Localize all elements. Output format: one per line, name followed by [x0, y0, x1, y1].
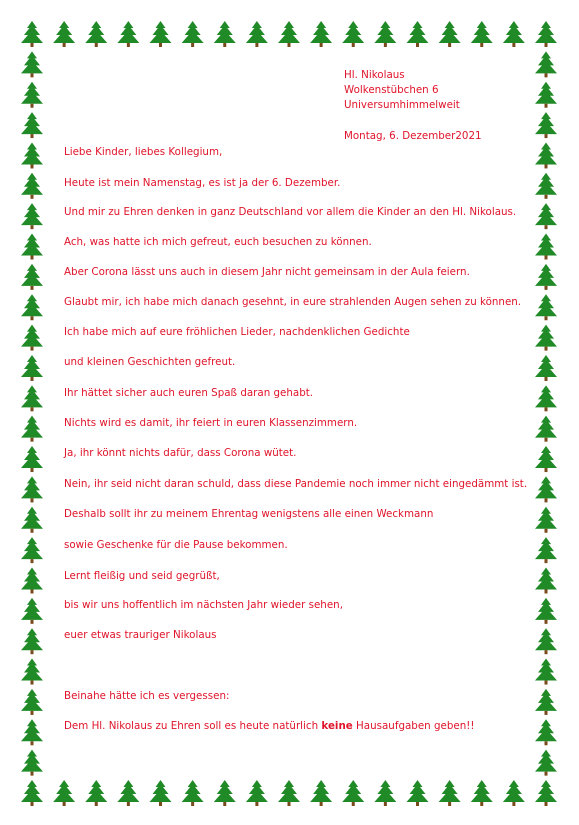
christmas-tree-icon [535, 446, 557, 472]
christmas-tree-icon [439, 21, 461, 47]
christmas-tree-icon [53, 21, 75, 47]
postscript-line: Beinahe hätte ich es vergessen: [64, 690, 230, 702]
christmas-tree-icon [21, 112, 43, 138]
christmas-tree-icon [246, 780, 268, 806]
letter-date: Montag, 6. Dezember2021 [344, 130, 482, 142]
letter-line: Liebe Kinder, liebes Kollegium, [64, 146, 223, 158]
letter-line: Und mir zu Ehren denken in ganz Deutschland vor allem die Kinder an den Hl. Nikolaus. [64, 206, 517, 218]
christmas-tree-icon [21, 294, 43, 320]
christmas-tree-icon [535, 203, 557, 229]
christmas-tree-icon [342, 21, 364, 47]
christmas-tree-icon [182, 780, 204, 806]
christmas-tree-icon [21, 598, 43, 624]
christmas-tree-icon [407, 21, 429, 47]
letter-line: Deshalb sollt ihr zu meinem Ehrentag wenigstens alle einen Weckmann [64, 508, 434, 520]
christmas-tree-icon [21, 476, 43, 502]
christmas-tree-icon [21, 234, 43, 260]
christmas-tree-icon [310, 21, 332, 47]
christmas-tree-icon [503, 21, 525, 47]
christmas-tree-icon [535, 142, 557, 168]
christmas-tree-icon [85, 21, 107, 47]
christmas-tree-icon [117, 780, 139, 806]
christmas-tree-icon [21, 659, 43, 685]
christmas-tree-icon [21, 173, 43, 199]
christmas-tree-icon [535, 355, 557, 381]
christmas-tree-icon [535, 51, 557, 77]
christmas-tree-icon [535, 567, 557, 593]
christmas-tree-icon [374, 780, 396, 806]
christmas-tree-icon [407, 780, 429, 806]
christmas-tree-icon [535, 537, 557, 563]
final-line [64, 720, 475, 733]
final-text-end: Hausaufgaben geben!! [352, 720, 475, 732]
christmas-tree-icon [278, 21, 300, 47]
christmas-tree-icon [21, 507, 43, 533]
christmas-tree-icon [535, 507, 557, 533]
christmas-tree-icon [21, 385, 43, 411]
final-text-start: Dem Hl. Nikolaus zu Ehren soll es heute natürlich [64, 720, 322, 732]
christmas-tree-icon [182, 21, 204, 47]
christmas-tree-icon [342, 780, 364, 806]
christmas-tree-icon [471, 780, 493, 806]
christmas-tree-icon [535, 264, 557, 290]
christmas-tree-icon [535, 719, 557, 745]
letter-line: Ihr hättet sicher auch euren Spaß daran gehabt. [64, 387, 314, 399]
letter-line: Nein, ihr seid nicht daran schuld, dass diese Pandemie noch immer nicht eingedämmt ist. [64, 478, 528, 490]
christmas-tree-icon [150, 780, 172, 806]
sender-name: Hl. Nikolaus [344, 69, 405, 81]
christmas-tree-icon [535, 82, 557, 108]
christmas-tree-icon [21, 628, 43, 654]
christmas-tree-icon [21, 750, 43, 776]
christmas-tree-icon [53, 780, 75, 806]
christmas-tree-icon [310, 780, 332, 806]
christmas-tree-icon [21, 264, 43, 290]
christmas-tree-icon [439, 780, 461, 806]
christmas-tree-icon [535, 294, 557, 320]
letter-line: Lernt fleißig und seid gegrüßt, [64, 570, 220, 582]
letter-line: sowie Geschenke für die Pause bekommen. [64, 539, 288, 551]
christmas-tree-icon [535, 750, 557, 776]
christmas-tree-icon [21, 416, 43, 442]
sender-city: Universumhimmelweit [344, 99, 460, 111]
christmas-tree-icon [21, 82, 43, 108]
letter-line: euer etwas trauriger Nikolaus [64, 629, 217, 641]
christmas-tree-icon [535, 112, 557, 138]
christmas-tree-icon [21, 21, 43, 47]
christmas-tree-icon [21, 142, 43, 168]
christmas-tree-icon [85, 780, 107, 806]
christmas-tree-icon [214, 21, 236, 47]
christmas-tree-icon [21, 719, 43, 745]
letter-line: bis wir uns hoffentlich im nächsten Jahr wieder sehen, [64, 599, 343, 611]
letter-line: Ach, was hatte ich mich gefreut, euch besuchen zu können. [64, 236, 372, 248]
christmas-tree-icon [21, 537, 43, 563]
christmas-tree-icon [21, 51, 43, 77]
letter-line: Ich habe mich auf eure fröhlichen Lieder, nachdenklichen Gedichte [64, 326, 410, 338]
christmas-tree-icon [535, 476, 557, 502]
letter-line: Ja, ihr könnt nichts dafür, dass Corona wütet. [64, 447, 297, 459]
sender-street: Wolkenstübchen 6 [344, 84, 439, 96]
christmas-tree-icon [535, 385, 557, 411]
christmas-tree-icon [117, 21, 139, 47]
christmas-tree-icon [246, 21, 268, 47]
christmas-tree-icon [21, 780, 43, 806]
christmas-tree-icon [535, 234, 557, 260]
christmas-tree-icon [535, 628, 557, 654]
christmas-tree-icon [535, 325, 557, 351]
christmas-tree-icon [471, 21, 493, 47]
sender-address [344, 69, 460, 114]
christmas-tree-icon [535, 173, 557, 199]
christmas-tree-icon [278, 780, 300, 806]
christmas-tree-icon [21, 567, 43, 593]
christmas-tree-icon [535, 598, 557, 624]
christmas-tree-icon [21, 355, 43, 381]
letter-line: Nichts wird es damit, ihr feiert in euren Klassenzimmern. [64, 417, 358, 429]
letter-line: und kleinen Geschichten gefreut. [64, 356, 236, 368]
christmas-tree-icon [535, 416, 557, 442]
christmas-tree-icon [535, 689, 557, 715]
christmas-tree-icon [535, 659, 557, 685]
christmas-tree-icon [150, 21, 172, 47]
letter-line: Glaubt mir, ich habe mich danach gesehnt, in eure strahlenden Augen sehen zu können. [64, 296, 522, 308]
christmas-tree-icon [535, 21, 557, 47]
christmas-tree-icon [21, 689, 43, 715]
christmas-tree-icon [21, 446, 43, 472]
christmas-tree-icon [21, 325, 43, 351]
letter-line: Aber Corona lässt uns auch in diesem Jahr nicht gemeinsam in der Aula feiern. [64, 266, 470, 278]
letter-line: Heute ist mein Namenstag, es ist ja der 6. Dezember. [64, 177, 341, 189]
christmas-tree-icon [374, 21, 396, 47]
christmas-tree-icon [535, 780, 557, 806]
christmas-tree-icon [214, 780, 236, 806]
final-text-bold: keine [321, 720, 353, 732]
christmas-tree-icon [503, 780, 525, 806]
christmas-tree-icon [21, 203, 43, 229]
